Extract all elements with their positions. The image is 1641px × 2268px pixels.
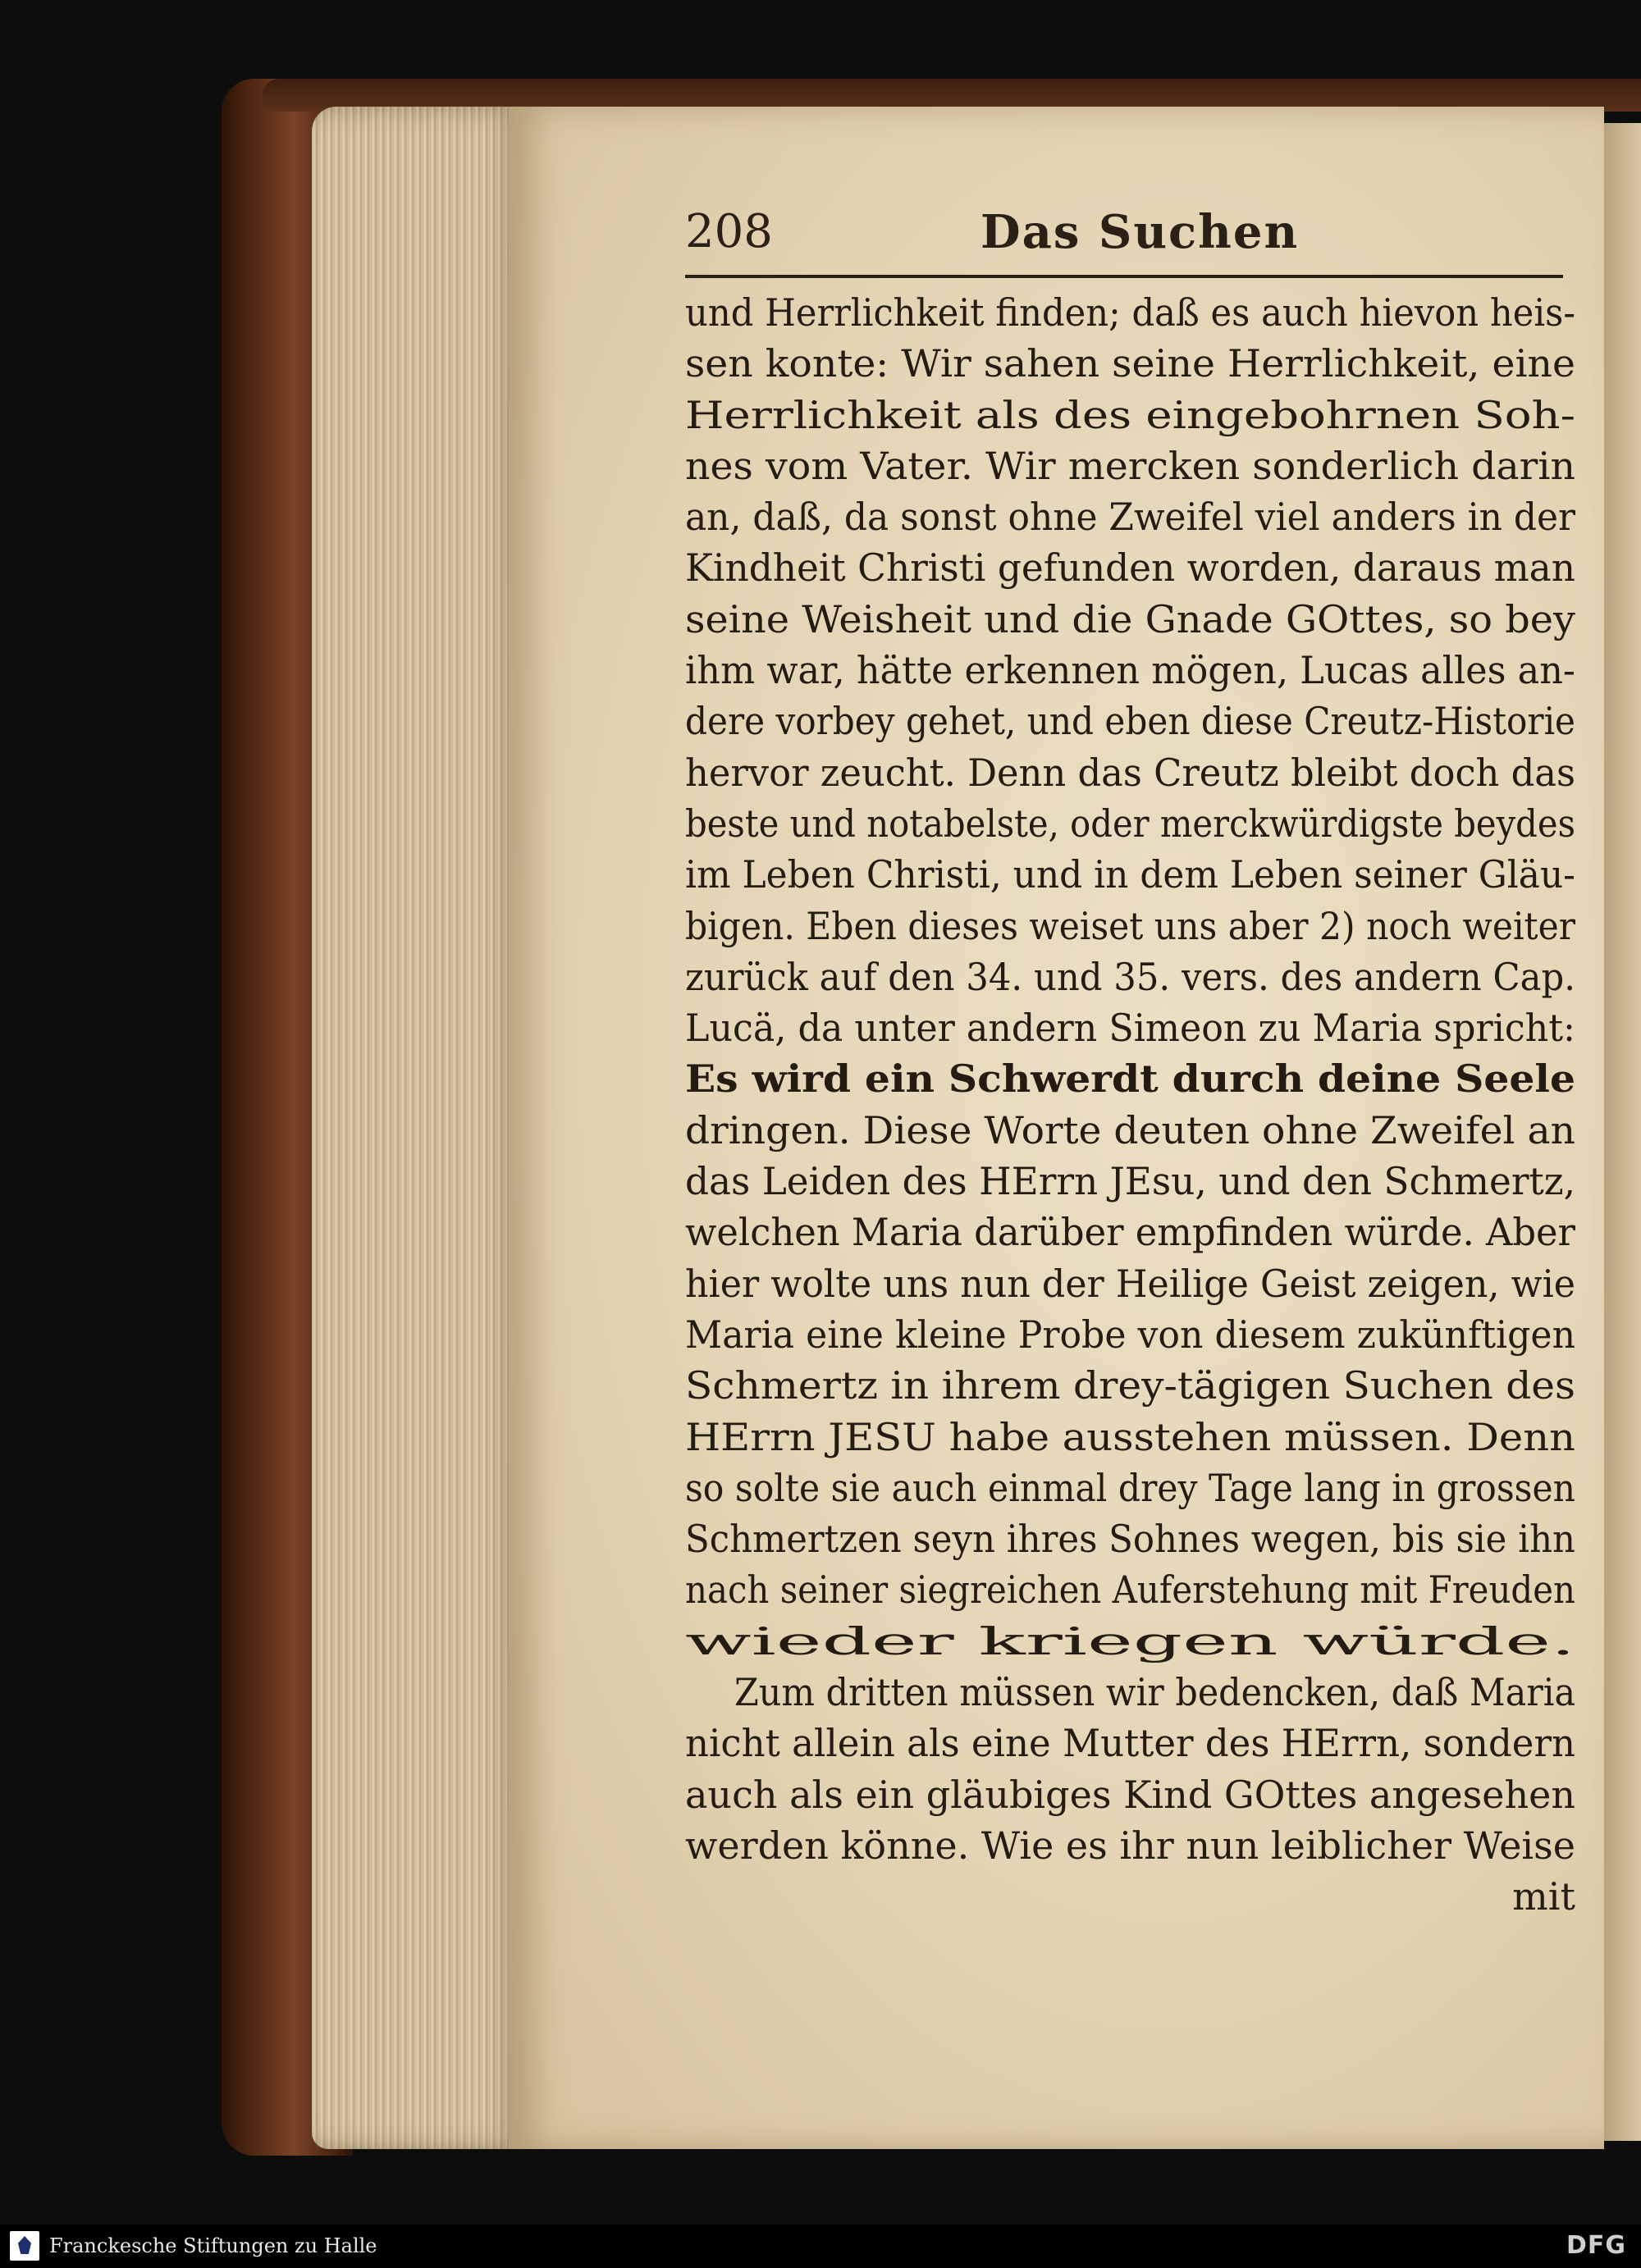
- text-line: ihm war, hätte erkennen mögen, Lucas alles an-: [685, 648, 1575, 693]
- text-line: dere vorbey gehet, und eben diese Creutz-Historie: [685, 699, 1575, 744]
- text-line: beste und notabelste, oder merckwürdigste beydes: [685, 801, 1575, 846]
- text-line: werden könne. Wie es ihr nun leiblicher Weise: [685, 1823, 1575, 1868]
- text-line: Es wird ein Schwerdt durch deine Seele: [685, 1056, 1575, 1102]
- text-line: nach seiner siegreichen Auferstehung mit Freuden: [685, 1568, 1575, 1613]
- page-number: 208: [685, 205, 773, 258]
- text-line: im Leben Christi, und in dem Leben seiner Gläu-: [685, 852, 1575, 897]
- text-line: Zum dritten müssen wir bedencken, daß Maria: [734, 1670, 1575, 1715]
- footer-bar: [0, 2225, 1641, 2268]
- text-line: Schmertz in ihrem drey-tägigen Suchen des: [685, 1363, 1575, 1408]
- text-line: hier wolte uns nun der Heilige Geist zeigen, wie: [685, 1261, 1575, 1306]
- running-head-title: Das Suchen: [980, 205, 1300, 259]
- text-line: Kindheit Christi gefunden worden, daraus man: [685, 545, 1575, 591]
- text-line: hervor zeucht. Denn das Creutz bleibt doch das: [685, 750, 1575, 795]
- text-line: an, daß, da sonst ohne Zweifel viel anders in der: [685, 495, 1575, 540]
- text-line: nicht allein als eine Mutter des HErrn, sondern: [685, 1721, 1575, 1766]
- catchword: mit: [1512, 1874, 1575, 1919]
- running-head: [685, 205, 1575, 279]
- body-text: [685, 287, 1575, 1923]
- text-line: nes vom Vater. Wir mercken sonderlich darin: [685, 443, 1575, 488]
- page-edges: [312, 107, 525, 2149]
- institution-name: Franckesche Stiftungen zu Halle: [49, 2234, 377, 2257]
- text-line: Lucä, da unter andern Simeon zu Maria spricht:: [685, 1006, 1575, 1051]
- institution-logo: [10, 2231, 39, 2261]
- text-line: so solte sie auch einmal drey Tage lang in grossen: [685, 1465, 1575, 1510]
- text-line: sen konte: Wir sahen seine Herrlichkeit, eine: [685, 341, 1575, 386]
- crest-icon: [18, 2236, 31, 2254]
- text-line: dringen. Diese Worte deuten ohne Zweifel an: [685, 1107, 1575, 1152]
- text-line: HErrn JESU habe ausstehen müssen. Denn: [685, 1414, 1575, 1459]
- text-line: Herrlichkeit als des eingebohrnen Soh-: [685, 392, 1575, 437]
- text-line: wieder kriegen würde.: [685, 1618, 1575, 1663]
- text-line: und Herrlichkeit finden; daß es auch hievon heis-: [685, 290, 1575, 335]
- text-line: welchen Maria darüber empfinden würde. Aber: [685, 1210, 1575, 1255]
- text-line: Schmertzen seyn ihres Sohnes wegen, bis sie ihn: [685, 1517, 1575, 1562]
- text-line: bigen. Eben dieses weiset uns aber 2) noch weiter: [685, 903, 1575, 948]
- text-line: das Leiden des HErrn JEsu, und den Schmertz,: [685, 1159, 1575, 1204]
- text-line: zurück auf den 34. und 35. vers. des andern Cap.: [685, 954, 1575, 999]
- dfg-logo: DFG: [1566, 2231, 1626, 2260]
- text-line: Maria eine kleine Probe von diesem zukünftigen: [685, 1312, 1575, 1357]
- text-line: seine Weisheit und die Gnade GOttes, so bey: [685, 596, 1575, 641]
- text-line: auch als ein gläubiges Kind GOttes angesehen: [685, 1772, 1575, 1817]
- facing-page-edge: [1604, 123, 1641, 2141]
- head-rule: [685, 275, 1563, 278]
